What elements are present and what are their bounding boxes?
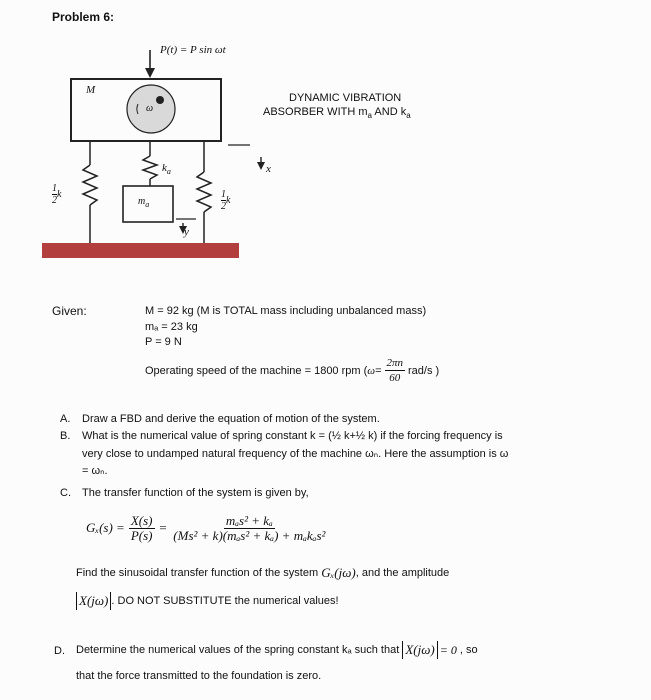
diagram-caption-line2: ABSORBER WITH $m_a$ AND $k_a$ [263,106,411,121]
question-c-text: The transfer function of the system is given by, [82,487,309,499]
rotor-label: ω [146,103,154,114]
force-label: P(t) = P sin ωt [160,44,226,56]
question-c-find-line: Find the sinusoidal transfer function of the system Gₓ(jω) , and the amplitude [76,565,450,580]
transfer-function-equation: Gₓ(s) = $\frac{X(s)}{P(s)}$ = $\frac{\text{mₐs² + kₐ}}{\text{(Ms² + k)(mₐs² + kₐ) + mₐkₐs²}}$ [86,512,326,543]
question-c-marker: C. [60,487,71,499]
absorber-spring [143,156,157,179]
question-b-marker: B. [60,430,71,442]
right-spring [197,172,211,212]
question-b-line3: = ωₙ. [82,465,108,477]
x-label: x [266,163,271,175]
question-c-amplitude-line: X(jω) . DO NOT SUBSTITUTE the numerical values! [76,592,339,610]
absorber-mass-label: $m_a$ [138,196,150,209]
question-b-line2: very close to undamped natural frequency of the machine ωₙ. Here the assumption is ω [82,448,509,460]
main-mass-label: M [86,84,96,96]
given-label: Given: [52,304,87,318]
given-operating-speed: Operating speed of the machine = 1800 rpm ( ω = $\frac{2\pi n}{60}$ rad/s ) [145,357,440,384]
question-d-marker: D. [54,645,65,657]
rotor-eccentric-mass [156,96,164,104]
given-absorber-mass: mₐ = 23 kg [145,321,198,333]
x-arrow-head [257,162,265,170]
question-a-text: Draw a FBD and derive the equation of motion of the system. [82,413,380,425]
question-a-marker: A. [60,413,71,425]
given-mass-total: M = 92 kg (M is TOTAL mass including unbalanced mass) [145,305,427,317]
question-b-line1: What is the numerical value of spring constant k = (½ k+½ k) if the forcing frequency is [82,430,503,442]
ground-foundation [42,243,239,258]
force-arrow-head [145,68,155,78]
vibration-absorber-diagram [0,0,651,290]
question-d-line1: Determine the numerical values of the spring constant kₐ such that X(jω) = 0 , so [76,642,478,657]
absorber-spring-label: $k_a$ [162,162,171,177]
left-half-k-label: $\frac{1}{2}$ k [52,183,62,206]
y-label: y [184,226,189,238]
problem-title: Problem 6: [52,10,115,24]
question-d-line2: that the force transmitted to the foundation is zero. [76,670,322,682]
left-spring [83,165,97,205]
right-half-k-label: $\frac{1}{2}$ k [221,189,231,212]
given-force-amplitude: P = 9 N [145,336,182,348]
diagram-caption-line1: DYNAMIC VIBRATION [289,92,402,104]
